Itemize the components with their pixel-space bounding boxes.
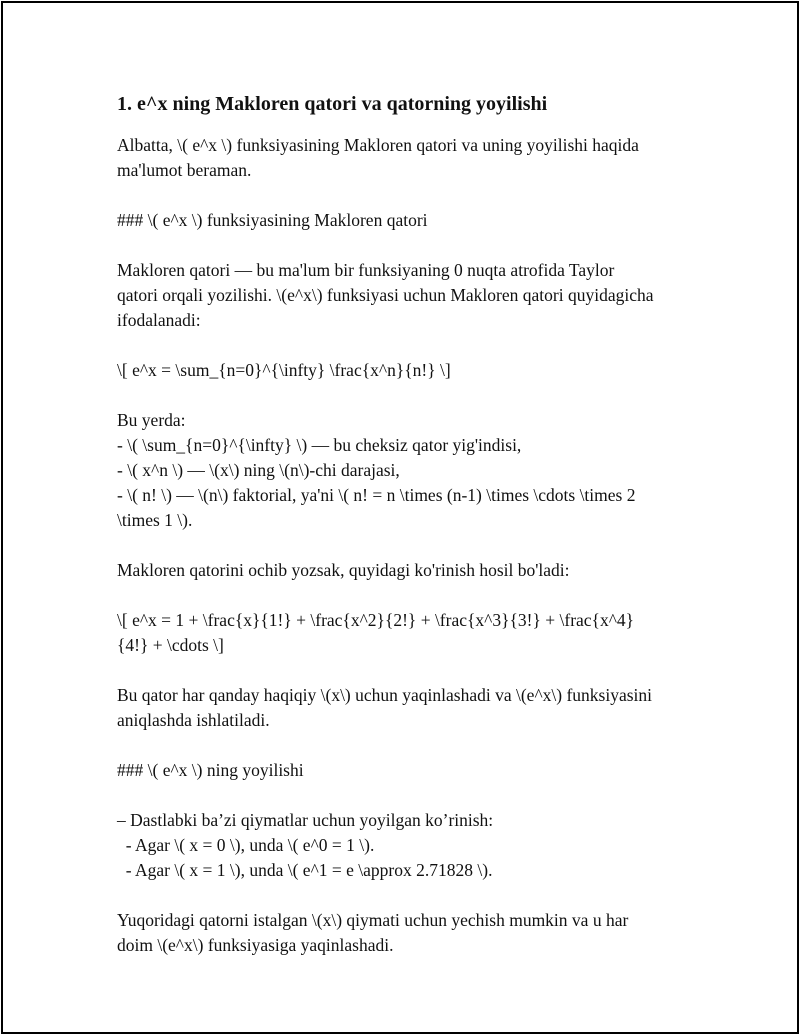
paragraph-line: – Dastlabki ba’zi qiymatlar uchun yoyilgan ko’rinish: xyxy=(117,810,494,830)
paragraph-line: \times 1 \). xyxy=(117,510,193,530)
paragraph xyxy=(117,558,697,583)
paragraph-line: ### \( e^x \) ning yoyilishi xyxy=(117,760,304,780)
paragraph-list xyxy=(117,133,697,958)
paragraph-line: ifodalanadi: xyxy=(117,310,201,330)
paragraph xyxy=(117,133,697,183)
document-body xyxy=(117,90,697,983)
paragraph-line: Albatta, \( e^x \) funksiyasining Makloren qatori va uning yoyilishi haqida xyxy=(117,135,639,155)
paragraph-line: aniqlashda ishlatiladi. xyxy=(117,710,270,730)
paragraph-line: - \( x^n \) — \(x\) ning \(n\)-chi darajasi, xyxy=(117,460,400,480)
document-heading: 1. e^x ning Makloren qatori va qatorning yoyilishi xyxy=(117,93,548,115)
paragraph-line: ma'lumot beraman. xyxy=(117,160,252,180)
paragraph xyxy=(117,358,697,383)
paragraph-line: Bu yerda: xyxy=(117,410,186,430)
paragraph-line: Makloren qatori — bu ma'lum bir funksiyaning 0 nuqta atrofida Taylor xyxy=(117,260,615,280)
paragraph-line: doim \(e^x\) funksiyasiga yaqinlashadi. xyxy=(117,935,394,955)
paragraph-line: ### \( e^x \) funksiyasining Makloren qatori xyxy=(117,210,428,230)
paragraph-line: Bu qator har qanday haqiqiy \(x\) uchun yaqinlashadi va \(e^x\) funksiyasini xyxy=(117,685,653,705)
paragraph-line: - Agar \( x = 0 \), unda \( e^0 = 1 \). xyxy=(117,835,375,855)
paragraph xyxy=(117,758,697,783)
paragraph xyxy=(117,258,697,333)
paragraph-line: \[ e^x = \sum_{n=0}^{\infty} \frac{x^n}{n!} \] xyxy=(117,360,451,380)
paragraph-line: {4!} + \cdots \] xyxy=(117,635,224,655)
paragraph-line: - Agar \( x = 1 \), unda \( e^1 = e \approx 2.71828 \). xyxy=(117,860,493,880)
paragraph-line: - \( n! \) — \(n\) faktorial, ya'ni \( n! = n \times (n-1) \times \cdots \times 2 xyxy=(117,485,636,505)
paragraph xyxy=(117,608,697,658)
paragraph-line: Makloren qatorini ochib yozsak, quyidagi ko'rinish hosil bo'ladi: xyxy=(117,560,570,580)
paragraph-line: qatori orqali yozilishi. \(e^x\) funksiyasi uchun Makloren qatori quyidagicha xyxy=(117,285,654,305)
paragraph xyxy=(117,808,697,883)
paragraph xyxy=(117,208,697,233)
paragraph xyxy=(117,683,697,733)
paragraph-line: \[ e^x = 1 + \frac{x}{1!} + \frac{x^2}{2!} + \frac{x^3}{3!} + \frac{x^4} xyxy=(117,610,635,630)
paragraph-line: - \( \sum_{n=0}^{\infty} \) — bu cheksiz qator yig'indisi, xyxy=(117,435,522,455)
paragraph xyxy=(117,908,697,958)
paragraph xyxy=(117,408,697,533)
paragraph-line: Yuqoridagi qatorni istalgan \(x\) qiymati uchun yechish mumkin va u har xyxy=(117,910,629,930)
